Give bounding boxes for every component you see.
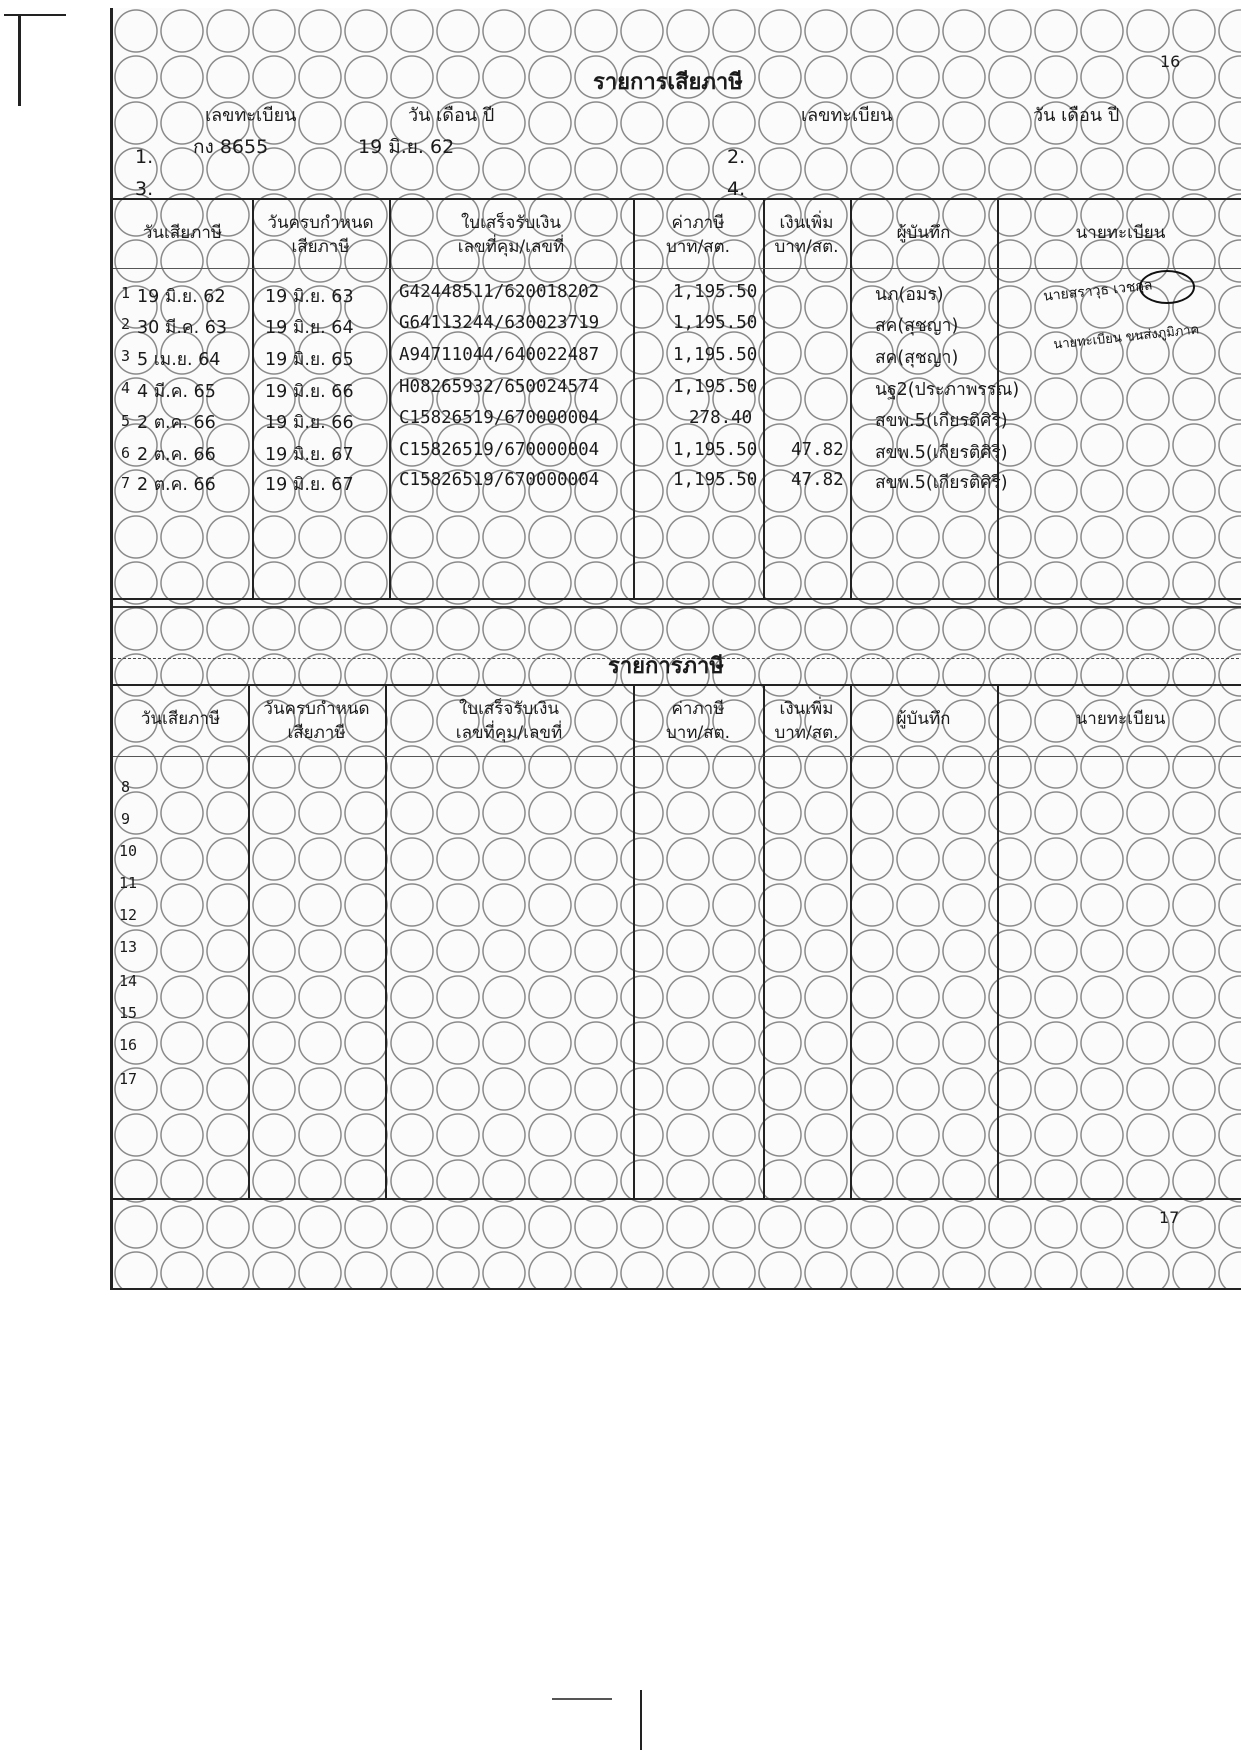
col2-extra-line1: เงินเพิ่ม	[779, 699, 834, 719]
row-2-number: 2.	[727, 146, 746, 168]
table-row-7-no: 7	[121, 474, 131, 492]
table-row-3-tax: 1,195.50	[673, 345, 758, 365]
col2-recorder: ผู้บันทึก	[896, 709, 951, 729]
label-registration-2: เลขทะเบียน	[801, 105, 893, 126]
table-row-7-recorder: สขพ.5(เกียรติศิริ)	[875, 473, 1008, 493]
scan-mark-bottom	[640, 1690, 642, 1750]
table-row-7-tax: 1,195.50	[673, 470, 758, 490]
tax-record-form	[110, 8, 1241, 1290]
label-date-1: วัน เดือน ปี	[408, 105, 495, 126]
table-row-1-receipt: G42448511/620018202	[399, 282, 600, 302]
table-row-5-recorder: สขพ.5(เกียรติศิริ)	[875, 411, 1008, 431]
table-row-1-paid: 19 มิ.ย. 62	[137, 287, 226, 307]
table-row-6-tax: 1,195.50	[673, 440, 758, 460]
table-row-1-due: 19 มิ.ย. 63	[265, 287, 354, 307]
table-row-3-recorder: สค(สุชญา)	[875, 348, 959, 368]
table-row-6-paid: 2 ต.ค. 66	[137, 445, 216, 465]
empty-row-11: 11	[119, 874, 138, 892]
empty-row-9: 9	[121, 810, 131, 828]
label-date-2: วัน เดือน ปี	[1033, 105, 1120, 126]
table-row-2-tax: 1,195.50	[673, 313, 758, 333]
page-number-top: 16	[1160, 52, 1181, 71]
tax-list-title: รายการภาษี	[608, 654, 724, 679]
col2-paid-date: วันเสียภาษี	[140, 709, 221, 729]
table-row-6-recorder: สขพ.5(เกียรติศิริ)	[875, 443, 1008, 463]
table-row-7-paid: 2 ต.ค. 66	[137, 475, 216, 495]
col-tax-line2: บาท/สต.	[665, 237, 731, 257]
col-paid-date: วันเสียภาษี	[142, 223, 223, 243]
table-row-7-receipt: C15826519/670000004	[399, 470, 600, 490]
table-row-2-no: 2	[121, 315, 131, 333]
scan-mark-bottom-2	[552, 1698, 612, 1700]
col-extra-line2: บาท/สต.	[774, 237, 839, 257]
table-row-4-due: 19 มิ.ย. 66	[265, 382, 354, 402]
empty-row-8: 8	[121, 778, 131, 796]
table-row-2-recorder: สค(สุชญา)	[875, 316, 959, 336]
table-row-7-due: 19 มิ.ย. 67	[265, 475, 354, 495]
table-row-2-paid: 30 มี.ค. 63	[137, 318, 228, 338]
page-number-bottom: 17	[1159, 1208, 1180, 1227]
table-row-4-no: 4	[121, 379, 131, 397]
col-recorder: ผู้บันทึก	[896, 223, 951, 243]
table-row-5-no: 5	[121, 412, 131, 430]
empty-row-15: 15	[119, 1004, 138, 1022]
empty-row-17: 17	[119, 1070, 138, 1088]
table-row-2-due: 19 มิ.ย. 64	[265, 318, 354, 338]
table-row-7-extra: 47.82	[791, 470, 844, 490]
registration-date-value: 19 มิ.ย. 62	[358, 136, 455, 158]
table-row-4-recorder: นฐ2(ประภาพรรณ)	[875, 380, 1020, 400]
table-row-3-due: 19 มิ.ย. 65	[265, 350, 354, 370]
row-4-number: 4.	[727, 178, 746, 200]
table-row-5-tax: 278.40	[689, 408, 753, 428]
table-row-4-receipt: H08265932/650024574	[399, 377, 600, 397]
empty-row-10: 10	[119, 842, 138, 860]
table-row-1-tax: 1,195.50	[673, 282, 758, 302]
col-receipt-line1: ใบเสร็จรับเงิน	[460, 213, 562, 233]
table-row-6-no: 6	[121, 444, 131, 462]
table-row-4-tax: 1,195.50	[673, 377, 758, 397]
registrar-stamp-position: นายทะเบียน ขนส่งภูมิภาค	[1052, 322, 1200, 353]
scan-mark-left	[18, 14, 21, 106]
tax-paid-table	[113, 198, 1241, 600]
col-tax-line1: ค่าภาษี	[671, 213, 725, 233]
col-extra-line1: เงินเพิ่ม	[779, 213, 834, 233]
col2-due-date-line1: วันครบกำหนด	[263, 699, 370, 719]
col2-tax-line1: ค่าภาษี	[671, 699, 725, 719]
col-due-date-line1: วันครบกำหนด	[267, 213, 374, 233]
table-row-1-no: 1	[121, 284, 131, 302]
col-registrar: นายทะเบียน	[1075, 223, 1166, 243]
table-row-3-receipt: A94711044/640022487	[399, 345, 600, 365]
col2-receipt-line1: ใบเสร็จรับเงิน	[458, 699, 560, 719]
table-row-1-recorder: นภ(อมร)	[875, 285, 944, 305]
table-row-5-due: 19 มิ.ย. 66	[265, 413, 354, 433]
table-row-3-no: 3	[121, 347, 131, 365]
col2-registrar: นายทะเบียน	[1075, 709, 1166, 729]
col2-extra-line2: บาท/สต.	[774, 723, 839, 743]
tax-list-table	[113, 684, 1241, 1200]
table-row-6-due: 19 มิ.ย. 67	[265, 445, 354, 465]
section-divider-1	[113, 606, 1241, 608]
col2-receipt-line2: เลขที่คุม/เลขที่	[455, 723, 563, 743]
table-row-3-paid: 5 เม.ย. 64	[137, 350, 221, 370]
scan-mark-top	[4, 14, 66, 16]
row-3-number: 3.	[135, 178, 154, 200]
registrar-stamp-name: นายสราวุธ เวชกุล	[1042, 277, 1154, 305]
label-registration-1: เลขทะเบียน	[205, 105, 297, 126]
tax-paid-title: รายการเสียภาษี	[593, 70, 743, 95]
col-receipt-line2: เลขที่คุม/เลขที่	[457, 237, 565, 257]
col-due-date-line2: เสียภาษี	[291, 237, 350, 257]
row-1-number: 1.	[135, 146, 154, 168]
table-row-6-extra: 47.82	[791, 440, 844, 460]
col2-tax-line2: บาท/สต.	[665, 723, 731, 743]
table-row-5-receipt: C15826519/670000004	[399, 408, 600, 428]
registration-number-value: กง 8655	[193, 136, 269, 158]
table-row-2-receipt: G64113244/630023719	[399, 313, 600, 333]
empty-row-13: 13	[119, 938, 138, 956]
empty-row-16: 16	[119, 1036, 138, 1054]
table-row-6-receipt: C15826519/670000004	[399, 440, 600, 460]
col2-due-date-line2: เสียภาษี	[287, 723, 346, 743]
table-row-5-paid: 2 ต.ค. 66	[137, 413, 216, 433]
empty-row-14: 14	[119, 972, 138, 990]
empty-row-12: 12	[119, 906, 138, 924]
table-row-4-paid: 4 มี.ค. 65	[137, 382, 216, 402]
